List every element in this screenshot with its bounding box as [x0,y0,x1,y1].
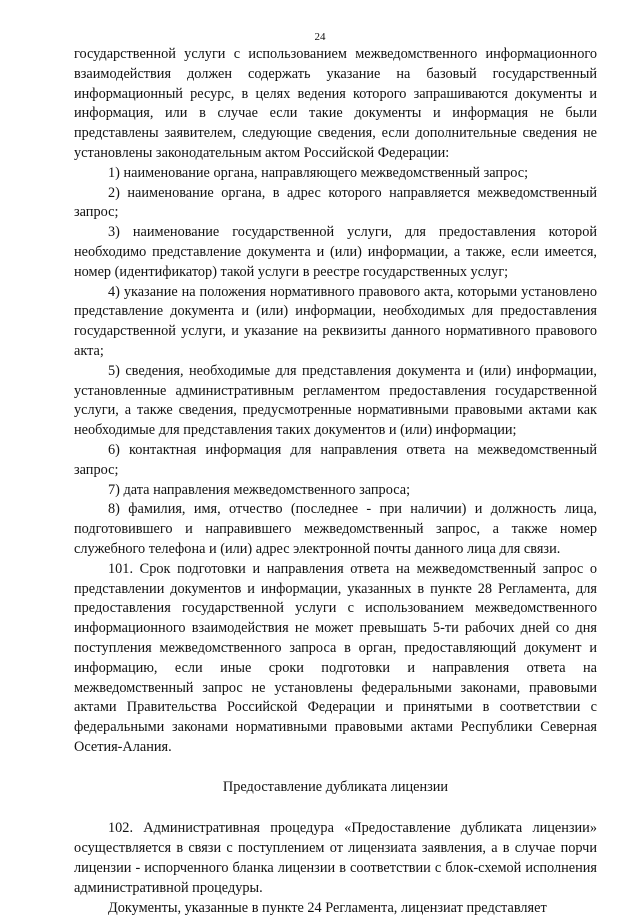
list-item-6: 6) контактная информация для направления ответа на межведомственный запрос; [74,441,597,478]
page-number: 24 [314,31,326,43]
list-item-4: 4) указание на положения нормативного правового акта, которыми установлено представление документа и (или) информации, необходимых для предоставления государственной услуги, и указание на реквизиты данного нормативного правового акта; [74,283,597,359]
document-body [74,45,597,918]
list-item-8: 8) фамилия, имя, отчество (последнее - при наличии) и должность лица, подготовившего и направившего межведомственный запрос, а также номер служебного телефона и (или) адрес электронной почты данного лица для связи. [74,501,597,557]
list-item-2: 2) наименование органа, в адрес которого направляется межведомственный запрос; [74,184,597,221]
list-item-1: 1) наименование органа, направляющего межведомственный запрос; [108,164,529,181]
section-heading: Предоставление дубликата лицензии [222,778,449,795]
paragraph-continuation: Документы, указанные в пункте 24 Регламента, лицензиат представляет [108,899,547,916]
list-item-5: 5) сведения, необходимые для представления документа и (или) информации, установленные административным регламентом предоставления государственной услуги, а также сведения, предусмотренные нормативными правовыми актами как необходимые для представления таких документов и (или) информации; [74,362,597,439]
list-item-3: 3) наименование государственной услуги, для предоставления которой необходимо представление документа и (или) информации, а также, если имеется, номер (идентификатор) такой услуги в реестре государственных услуг; [74,224,597,280]
list-item-7: 7) дата направления межведомственного запроса; [108,481,411,498]
paragraph: государственной услуги с использованием межведомственного информационного взаимодействия должен содержать указание на базовый государственный информационный ресурс, в целях ведения которого запрашиваются документы и информация, или в случае если такие документы и информация не были представлены заявителем, следующие сведения, если дополнительные сведения не установлены законодательным актом Российской Федерации: [74,46,597,161]
clause-102: 102. Административная процедура «Предоставление дубликата лицензии» осуществляется в связи с поступлением от лицензиата заявления, а в случае порчи лицензии - испорченного бланка лицензии в соответствии с блок-схемой исполнения административной процедуры. [74,820,597,896]
clause-101: 101. Срок подготовки и направления ответа на межведомственный запрос о представлении документов и информации, указанных в пункте 28 Регламента, для предоставления государственной услуги с использованием межведомственного информационного взаимодействия не может превышать 5-ти рабочих дней со дня поступления межведомственного запроса в орган, предоставляющий документ и информацию, если иные сроки подготовки и направления ответа на межведомственный запрос не установлены федеральными законами, правовыми актами Правительства Российской Федерации и принятыми в соответствии с федеральными законами нормативными правовыми актами Республики Северная Осетия-Алания. [74,560,597,755]
